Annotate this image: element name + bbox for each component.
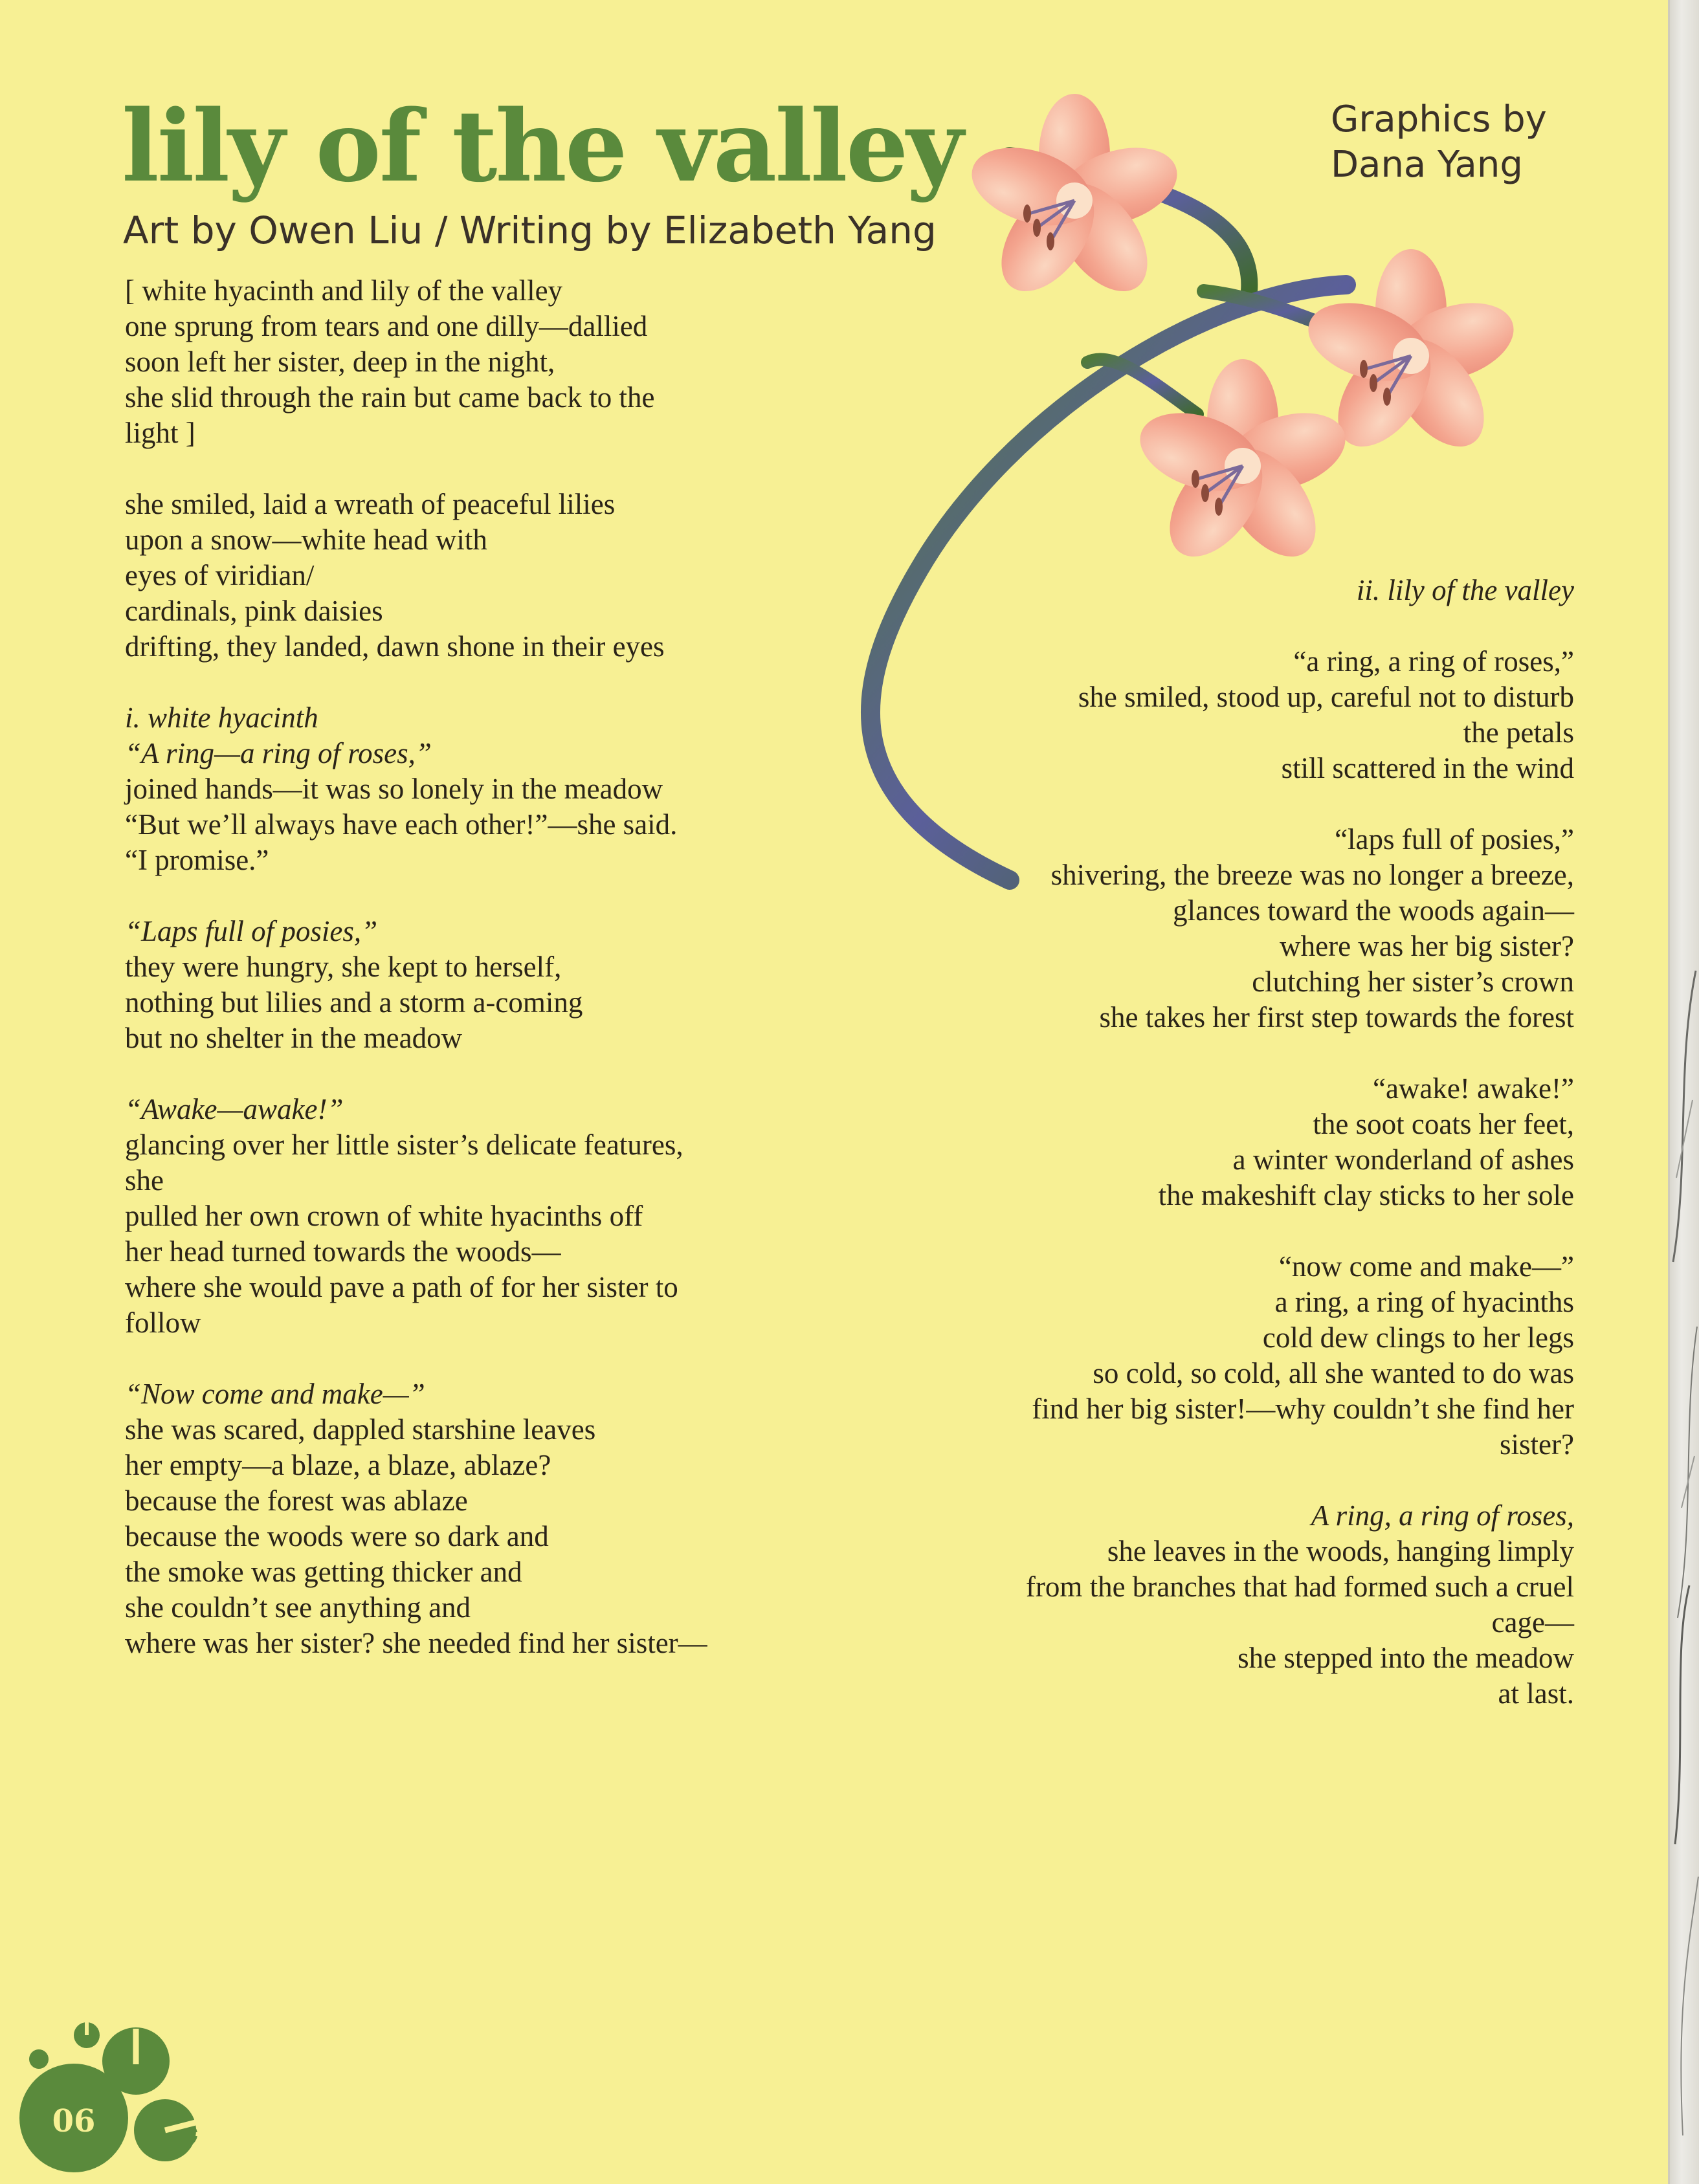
- poem-line: where was her sister? she needed find her sister—: [125, 1627, 707, 1659]
- poem-line: so cold, so cold, all she wanted to do was: [1093, 1357, 1574, 1389]
- poem-line: “awake! awake!”: [1372, 1072, 1574, 1105]
- poem-line: she was scared, dappled starshine leaves: [125, 1413, 596, 1446]
- poem-line: a winter wonderland of ashes: [1232, 1143, 1574, 1176]
- poem-line: “But we’ll always have each other!”—she said.: [125, 808, 678, 841]
- lily-pad-page-badge: [19, 2019, 227, 2174]
- poem-line-italic: ii. lily of the valley: [1356, 574, 1574, 606]
- lily-flower-top: [962, 94, 1187, 308]
- byline: Art by Owen Liu / Writing by Elizabeth Yang: [123, 208, 937, 252]
- poem-line: drifting, they landed, dawn shone in their eyes: [125, 630, 665, 663]
- poem-line: sister?: [1500, 1428, 1574, 1461]
- poem-line: because the forest was ablaze: [125, 1484, 468, 1517]
- poem-line: she leaves in the woods, hanging limply: [1107, 1535, 1574, 1567]
- poem-line: her empty—a blaze, a blaze, ablaze?: [125, 1449, 551, 1481]
- poem-line: her head turned towards the woods—: [125, 1235, 561, 1268]
- poem-line: upon a snow—white head with: [125, 524, 487, 556]
- poem-line: glances toward the woods again—: [1173, 894, 1574, 927]
- poem-line: “I promise.”: [125, 844, 269, 876]
- poem-stanza: [927, 1498, 1574, 1712]
- poem-line-italic: “Laps full of posies,”: [125, 915, 378, 947]
- poem-line: because the woods were so dark and: [125, 1520, 549, 1552]
- poem-line: glancing over her little sister’s delicate features,: [125, 1129, 683, 1161]
- poem-line: light ]: [125, 417, 195, 449]
- poem-line: clutching her sister’s crown: [1252, 965, 1574, 998]
- poem-line: shivering, the breeze was no longer a breeze,: [1050, 859, 1574, 891]
- graphics-credit-line-1: Graphics by: [1331, 98, 1547, 140]
- poem-stanza: [125, 273, 772, 451]
- poem-line: she smiled, stood up, careful not to disturb: [1078, 681, 1574, 713]
- poem-line: follow: [125, 1307, 201, 1339]
- poem-line: she slid through the rain but came back to the: [125, 381, 655, 414]
- poem-line-italic: “A ring—a ring of roses,”: [125, 737, 432, 769]
- poem-stanza: [927, 822, 1574, 1035]
- poem-line: joined hands—it was so lonely in the meadow: [125, 773, 663, 805]
- poem-line-italic: “Awake—awake!”: [125, 1093, 344, 1125]
- poem-right-column: [927, 573, 1574, 1747]
- poem-line: cage—: [1491, 1606, 1574, 1638]
- poem-stanza: [125, 487, 772, 665]
- page-title: lily of the valley: [122, 88, 962, 204]
- poem-left-column: [125, 273, 772, 1697]
- poem-line: the makeshift clay sticks to her sole: [1158, 1179, 1574, 1211]
- poem-line: the petals: [1463, 716, 1574, 749]
- poem-stanza: [125, 914, 772, 1056]
- poem-stanza: [927, 1249, 1574, 1462]
- poem-line-italic: “Now come and make—”: [125, 1378, 425, 1410]
- poem-line: soon left her sister, deep in the night,: [125, 346, 555, 378]
- poem-line: at last.: [1498, 1677, 1574, 1710]
- poem-line: “a ring, a ring of roses,”: [1293, 645, 1574, 678]
- poem-line: cardinals, pink daisies: [125, 595, 383, 627]
- poem-line: “now come and make—”: [1278, 1250, 1574, 1283]
- poem-line: the smoke was getting thicker and: [125, 1556, 522, 1588]
- poem-stanza: [125, 1092, 772, 1341]
- poem-line: pulled her own crown of white hyacinths off: [125, 1200, 643, 1232]
- poem-stanza: [125, 700, 772, 878]
- poem-line: but no shelter in the meadow: [125, 1022, 463, 1054]
- poem-line: nothing but lilies and a storm a-coming: [125, 986, 583, 1019]
- poem-line: she stepped into the meadow: [1238, 1642, 1574, 1674]
- poem-line: she takes her first step towards the forest: [1099, 1001, 1574, 1033]
- pencil-sketch-lines: [1670, 0, 1699, 2184]
- poem-line: [ white hyacinth and lily of the valley: [125, 274, 563, 307]
- graphics-credit-line-2: Dana Yang: [1331, 144, 1523, 186]
- poem-line: one sprung from tears and one dilly—dallied: [125, 310, 648, 342]
- poem-line: “laps full of posies,”: [1335, 823, 1574, 855]
- page-number: 06: [52, 2103, 96, 2139]
- sketch-art-strip: [1668, 0, 1699, 2184]
- poem-line: a ring, a ring of hyacinths: [1274, 1286, 1574, 1318]
- poem-line-italic: i. white hyacinth: [125, 701, 318, 734]
- poem-stanza: [927, 1071, 1574, 1213]
- poem-line-italic: A ring, a ring of roses,: [1311, 1499, 1574, 1532]
- poem-line: where was her big sister?: [1280, 930, 1574, 962]
- poem-line: find her big sister!—why couldn’t she find her: [1032, 1393, 1574, 1425]
- poem-line: eyes of viridian/: [125, 559, 315, 591]
- poem-line: still scattered in the wind: [1281, 752, 1574, 784]
- poem-line: she couldn’t see anything and: [125, 1591, 471, 1624]
- poem-line: the soot coats her feet,: [1313, 1108, 1574, 1140]
- poem-line: she: [125, 1164, 164, 1197]
- poem-line: where she would pave a path of for her sister to: [125, 1271, 678, 1303]
- poem-line: she smiled, laid a wreath of peaceful lilies: [125, 488, 616, 520]
- poem-line: they were hungry, she kept to herself,: [125, 951, 562, 983]
- poem-stanza: [927, 573, 1574, 608]
- poem-stanza: [125, 1376, 772, 1661]
- poem-line: from the branches that had formed such a cruel: [1025, 1571, 1574, 1603]
- poem-stanza: [927, 644, 1574, 786]
- poem-line: cold dew clings to her legs: [1262, 1321, 1574, 1354]
